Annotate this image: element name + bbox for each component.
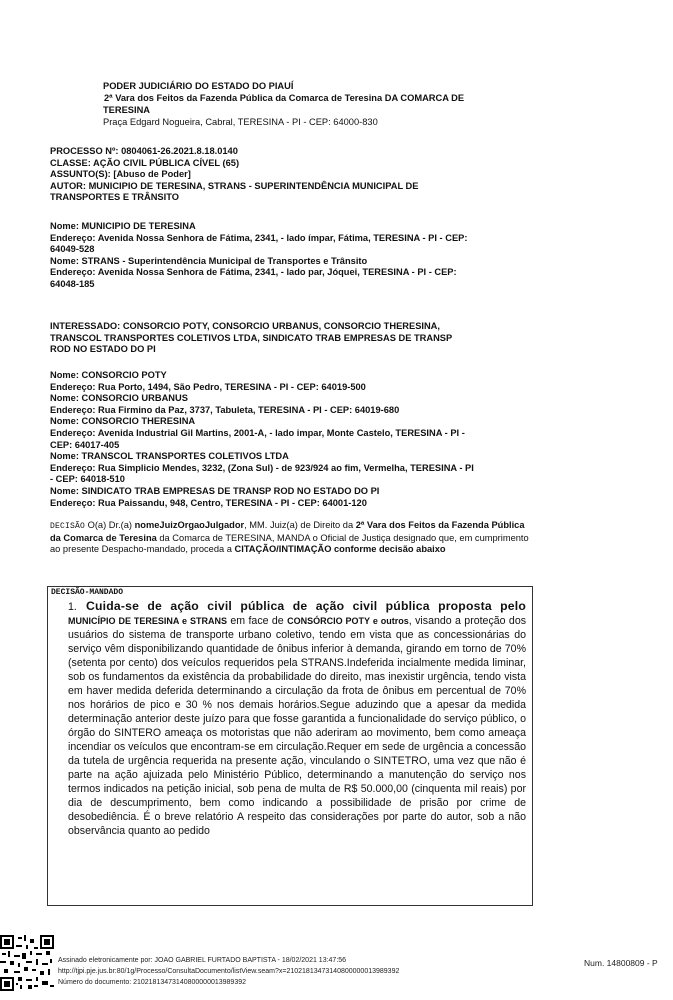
- party-line: Endereço: Rua Paissandu, 948, Centro, TERESINA - PI - CEP: 64001-120: [50, 497, 367, 508]
- decision-intro: [50, 520, 530, 556]
- interessado-line: ROD NO ESTADO DO PI: [50, 344, 156, 355]
- signature-footer: [58, 955, 399, 988]
- party-line: Endereço: Rua Simplicio Mendes, 3232, (Zona Sul) - de 923/924 ao fim, Vermelha, TERESINA - PI: [50, 462, 474, 473]
- decision-text: O(a) Dr.(a): [85, 520, 135, 530]
- party-line: Endereço: Rua Porto, 1494, São Pedro, TERESINA - PI - CEP: 64019-500: [50, 381, 366, 392]
- decision-body: [68, 599, 526, 838]
- court-division: 2ª Vara dos Feitos da Fazenda Pública da Comarca de Teresina DA COMARCA DE: [104, 93, 465, 103]
- body-text: em face de: [226, 615, 288, 627]
- interessado-line: TRANSCOL TRANSPORTES COLETIVOS LTDA, SINDICATO TRAB EMPRESAS DE TRANSP: [50, 332, 453, 343]
- process-author: AUTOR: MUNICIPIO DE TERESINA, STRANS - SUPERINTENDÊNCIA MUNICIPAL DE: [50, 180, 419, 191]
- citation-instruction: CITAÇÃO/INTIMAÇÃO conforme decisão abaixo: [234, 544, 446, 555]
- document-number: Número do documento: 21021813473140800000013989392: [58, 979, 246, 986]
- party-line: Nome: STRANS - Superintendência Municipal de Transportes e Trânsito: [50, 255, 368, 266]
- court-ref: 2ª Vara dos Feitos da Fazenda Pública da Comarca de Teresina: [50, 520, 525, 543]
- judge-name: nomeJuizOrgaoJulgador: [134, 520, 245, 530]
- document-url[interactable]: http://tjpi.pje.jus.br:80/1g/Processo/ConsultaDocumento/listView.seam?x=21021813473140800000013989392: [58, 968, 400, 975]
- process-author-cont: TRANSPORTES E TRÂNSITO: [50, 192, 179, 203]
- body-text: , visando a proteção dos usuários do sistema de transporte urbano coletivo, tendo em vista que as concessionárias do serviço vêm disponibilizando quantidade de ônibus inferior à demanda, girando em torno de 70% (setenta por cento) dos veículos requeridos pela STRANS.Indeferida incialmente medida liminar, sob os fundamentos da existência da probabilidade do direito, mas inexistir urgência, tendo vista em haver medida deferida determinando a circulação da frota de ônibus em percentual de 70% nos horários de pico e 30 % nos demais horários.Segue aduzindo que a apesar da medida determinação anterior deste juízo para que fosse garantida a funcionalidade do serviço público, o órgão do SINTERO ameaça os motoristas que não aderiram ao movimento, bem como ameaça incendiar os veículos que encontram-se em circulação.Requer em sede de urgência a concessão da tutela de urgência requerida na presente ação, vinculando o SINTETRO, uma vez que não é parte na ação ajuizada pelo Ministério Público, determinando a manutenção do serviço nos termos indicados na petição inicial, sob pena de multa de R$ 50.000,00 (cinquenta mil reais) por dia de descumprimento, bem como indicando a possibilidade de prisão por crime de desobediência. É o breve relatório A respeito das considerações por parte do autor, sob a não observância quanto ao pedido: [68, 615, 527, 837]
- party-line: Nome: MUNICIPIO DE TERESINA: [50, 221, 196, 231]
- plaintiffs: MUNICÍPIO DE TERESINA e STRANS: [68, 616, 227, 626]
- signed-by: Assinado eletronicamente por: JOAO GABRIEL FURTADO BAPTISTA - 18/02/2021 13:47:56: [58, 957, 347, 964]
- party-line: Endereço: Avenida Nossa Senhora de Fátima, 2341, - lado ímpar, Fátima, TERESINA - PI - CEP:: [50, 232, 468, 243]
- decision-text: , MM. Juiz(a) de Direito da: [244, 520, 356, 530]
- party-line: Nome: CONSORCIO URBANUS: [50, 393, 188, 404]
- page-id-number: Num. 14800809 - P: [584, 958, 658, 968]
- decision-label: DECISÃO: [50, 522, 86, 531]
- box-label: DECISÃO-MANDADO: [51, 588, 124, 597]
- defendants: CONSÓRCIO POTY e outros: [287, 616, 409, 626]
- party-line: 64049-528: [50, 244, 95, 255]
- party-line: Nome: CONSORCIO THERESINA: [50, 416, 196, 427]
- party-line: Nome: CONSORCIO POTY: [50, 370, 167, 380]
- court-name: PODER JUDICIÁRIO DO ESTADO DO PIAUÍ: [103, 81, 294, 91]
- author-parties: [50, 221, 530, 291]
- interested-parties-list: [50, 370, 530, 509]
- interested-parties-heading: [50, 321, 530, 356]
- party-line: Nome: SINDICATO TRAB EMPRESAS DE TRANSP ROD NO ESTADO DO PI: [50, 485, 380, 496]
- item-heading: Cuida-se de ação civil pública de ação civil pública proposta pelo: [86, 599, 526, 613]
- party-line: 64048-185: [50, 278, 95, 289]
- party-line: Nome: TRANSCOL TRANSPORTES COLETIVOS LTDA: [50, 451, 289, 462]
- decision-mandate-box: [47, 586, 533, 906]
- item-number: 1.: [68, 601, 77, 613]
- process-class: CLASSE: AÇÃO CIVIL PÚBLICA CÍVEL (65): [50, 157, 240, 168]
- party-line: - CEP: 64018-510: [50, 474, 125, 485]
- interessado-line: INTERESSADO: CONSORCIO POTY, CONSORCIO URBANUS, CONSORCIO THERESINA,: [50, 321, 440, 331]
- party-line: Endereço: Avenida Industrial Gil Martins, 2001-A, - lado impar, Monte Castelo, TERESINA - PI -: [50, 427, 465, 438]
- process-number: PROCESSO Nº: 0804061-26.2021.8.18.0140: [50, 146, 238, 156]
- decision-text: da Comarca de TERESINA, MANDA o Oficial de Justiça designado que, em cumprimento ao presente Despacho-mandado, proceda a: [50, 532, 529, 555]
- process-subject: ASSUNTO(S): [Abuso de Poder]: [50, 169, 191, 180]
- qr-code-icon: [0, 935, 54, 991]
- party-line: Endereço: Avenida Nossa Senhora de Fátima, 2341, - lado par, Jóquei, TERESINA - PI - CEP:: [50, 267, 457, 278]
- process-info: [50, 146, 530, 204]
- court-city: TERESINA: [103, 105, 151, 115]
- court-header: [103, 80, 543, 128]
- party-line: CEP: 64017-405: [50, 439, 120, 450]
- court-address: Praça Edgard Nogueira, Cabral, TERESINA - PI - CEP: 64000-830: [103, 117, 378, 127]
- party-line: Endereço: Rua Firmino da Paz, 3737, Tabuleta, TERESINA - PI - CEP: 64019-680: [50, 404, 400, 415]
